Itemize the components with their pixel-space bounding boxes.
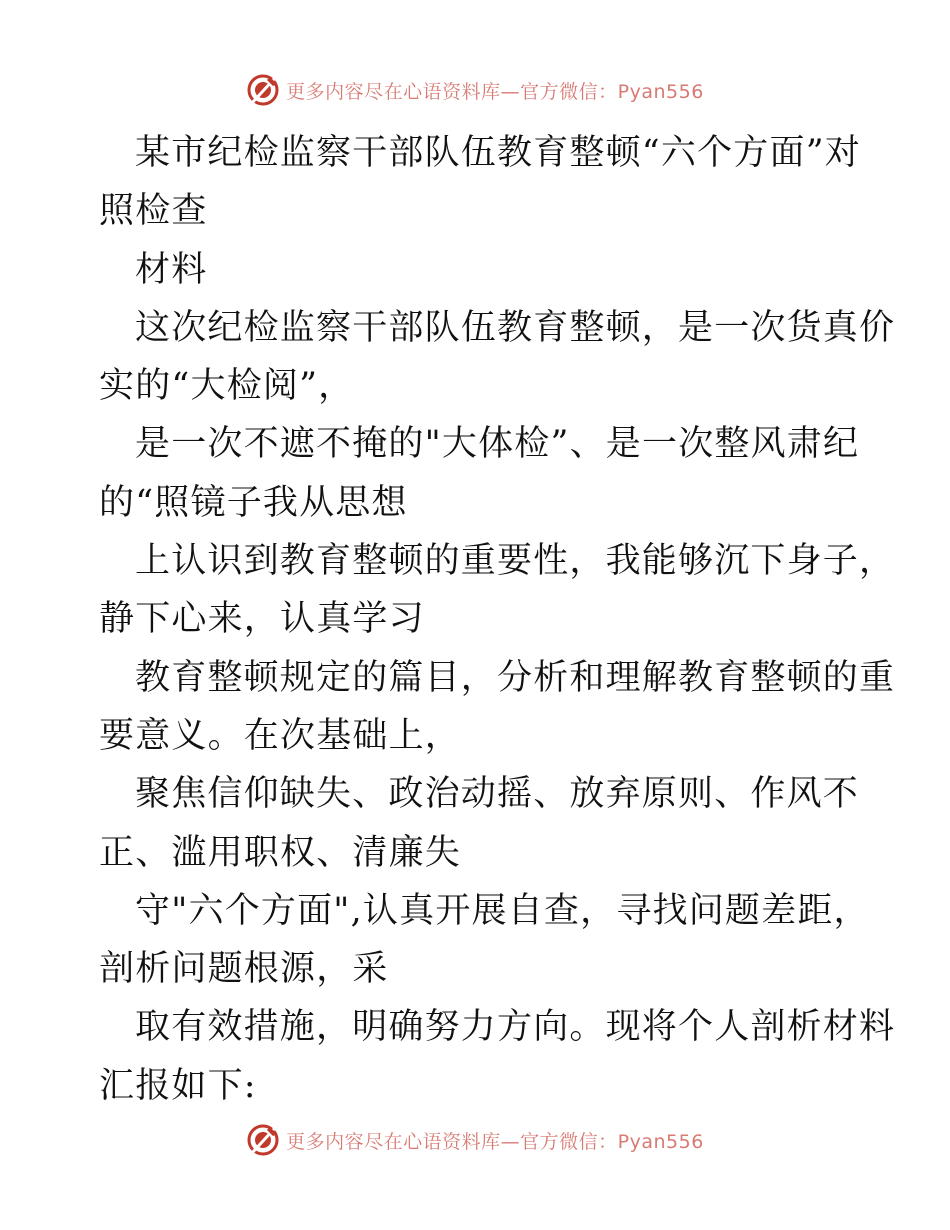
seal-logo-icon — [246, 73, 280, 107]
doc-line: 照检查 — [99, 191, 208, 232]
doc-line: 守"六个方面",认真开展自查，寻找问题差距， — [135, 890, 870, 931]
document-body — [99, 124, 896, 1115]
doc-line: 聚焦信仰缺失、政治动摇、放弃原则、作风不 — [135, 774, 860, 815]
doc-line: 汇报如下: — [99, 1065, 257, 1106]
doc-line: 的“照镜子我从思想 — [99, 482, 408, 523]
doc-line: 取有效措施，明确努力方向。现将个人剖析材料 — [135, 1007, 896, 1048]
doc-line: 剖析问题根源，采 — [99, 949, 389, 990]
doc-line: 教育整顿规定的篇目，分析和理解教育整顿的重 — [135, 657, 896, 698]
doc-line: 某市纪检监察干部队伍教育整顿“六个方面”对 — [135, 133, 861, 173]
header-banner-text: 更多内容尽在心语资料库—官方微信：Pyan556 — [286, 80, 704, 103]
seal-logo-icon — [246, 1123, 280, 1157]
header-banner — [0, 70, 950, 110]
doc-line: 正、滥用职权、清廉失 — [99, 832, 462, 873]
doc-line: 要意义。在次基础上， — [99, 715, 462, 756]
doc-line: 这次纪检监察干部队伍教育整顿，是一次货真价 — [135, 307, 896, 348]
doc-line: 静下心来，认真学习 — [99, 599, 425, 640]
doc-line: 实的“大检阅”， — [99, 366, 355, 407]
doc-line: 是一次不遮不掩的"大体检”、是一次整风肃纪 — [135, 424, 860, 465]
doc-line: 材料 — [135, 249, 208, 290]
footer-banner — [0, 1120, 950, 1160]
footer-banner-text: 更多内容尽在心语资料库—官方微信：Pyan556 — [286, 1130, 704, 1153]
doc-line: 上认识到教育整顿的重要性，我能够沉下身子， — [135, 541, 896, 582]
